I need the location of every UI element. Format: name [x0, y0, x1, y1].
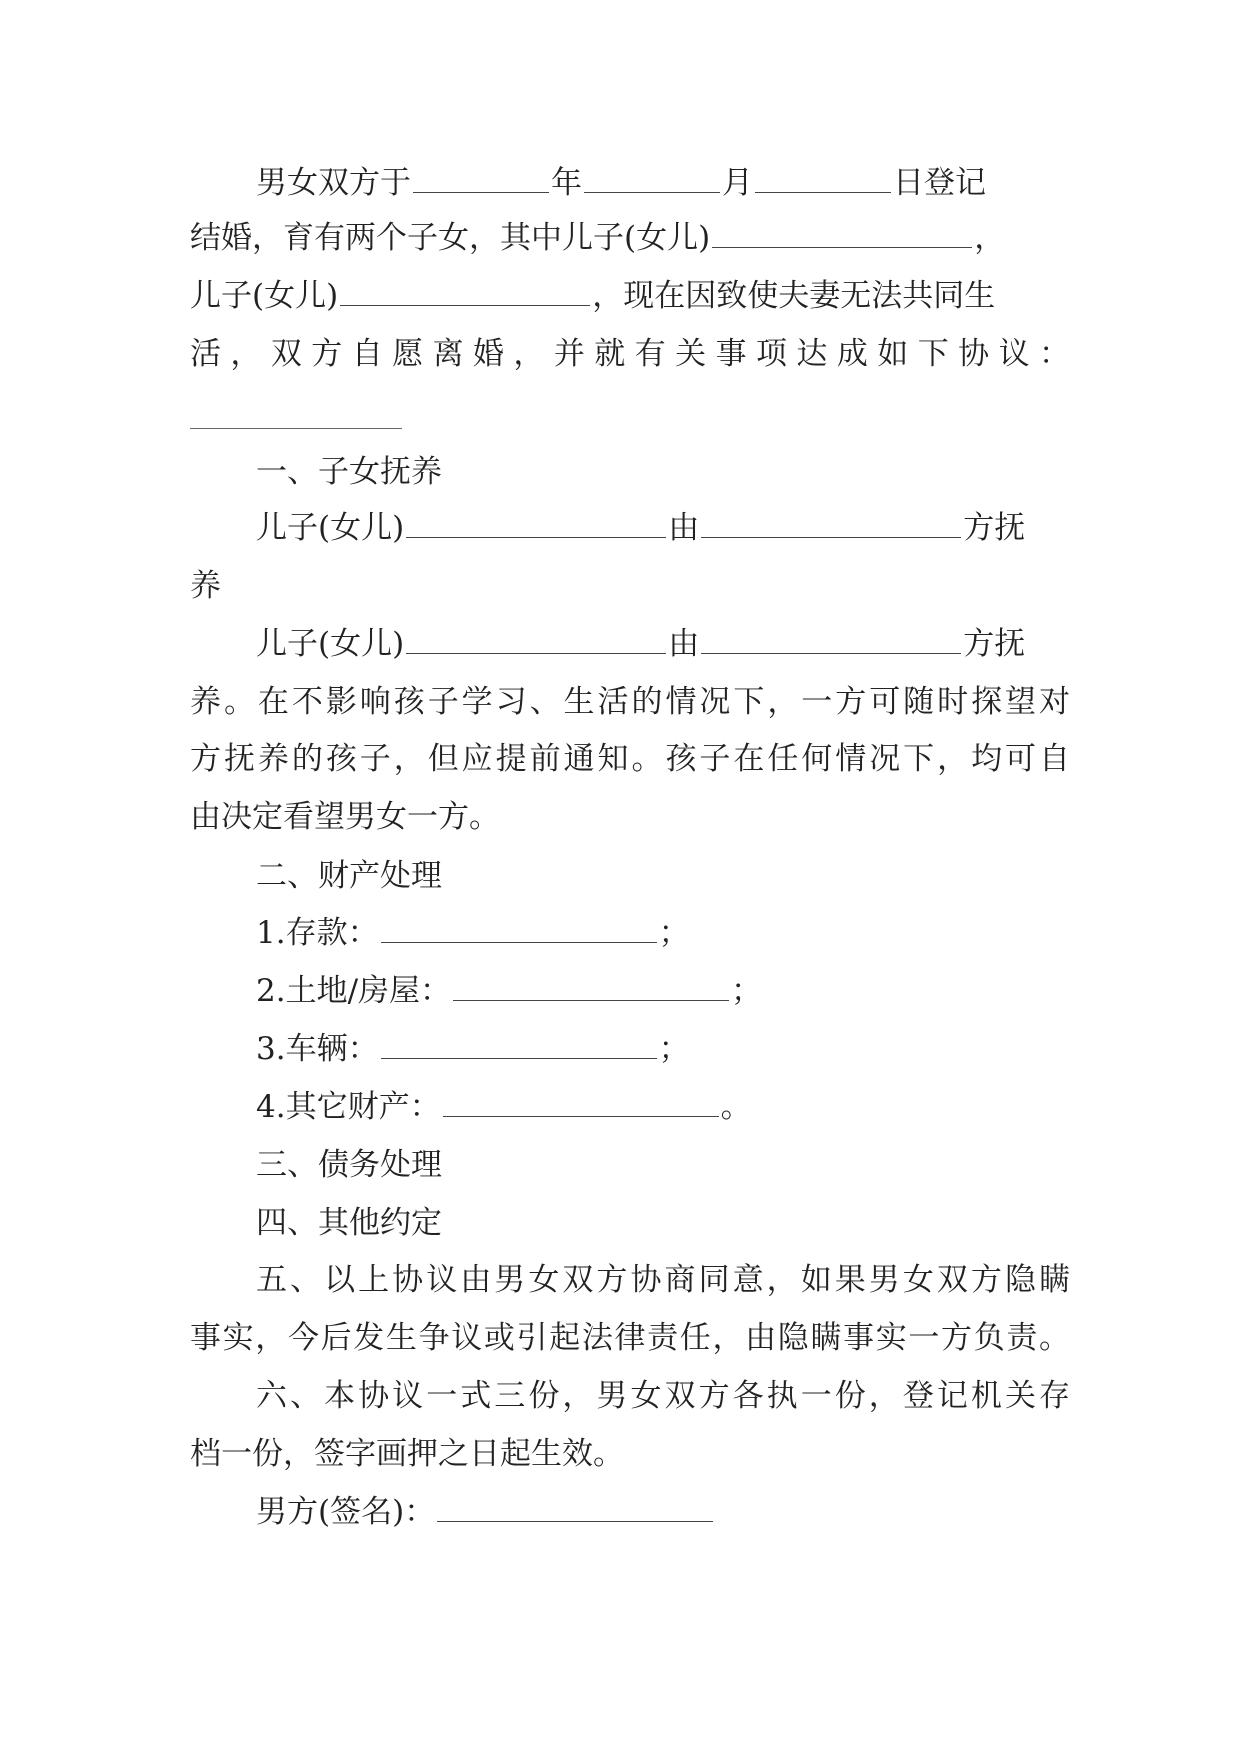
child-2-blank[interactable]	[340, 279, 590, 306]
male-signature-line	[256, 1492, 1070, 1532]
marriage-month-blank[interactable]	[584, 166, 720, 193]
intro-text: 儿子(女儿)	[190, 278, 339, 314]
custody-paragraph-line-2: 方抚养的孩子，但应提前通知。孩子在任何情况下，均可自	[190, 741, 1070, 777]
section-6-line-1: 六、本协议一式三份，男女双方各执一份，登记机关存	[256, 1378, 1070, 1414]
section-4-heading: 四、其他约定	[256, 1205, 442, 1241]
item-punct: 。	[720, 1089, 752, 1125]
property-item-4	[256, 1087, 1070, 1127]
custody-paragraph-line-1: 养。在不影响孩子学习、生活的情况下，一方可随时探望对	[190, 684, 1070, 720]
property-item-3	[256, 1029, 1070, 1069]
intro-text: 男女双方于	[256, 165, 411, 201]
custody-party-1-blank[interactable]	[701, 511, 961, 538]
intro-text: 结婚，育有两个子女，其中儿子(女儿)	[190, 220, 711, 256]
custody-child-1-blank[interactable]	[406, 511, 666, 538]
month-label: 月	[722, 165, 753, 201]
section-5-line-1: 五、以上协议由男女双方协商同意，如果男女双方隐瞒	[256, 1262, 1070, 1298]
section-1-heading: 一、子女抚养	[256, 454, 442, 490]
other-property-label: 4.其它财产：	[256, 1089, 441, 1125]
intro-text: ，	[974, 220, 1006, 256]
male-signature-blank[interactable]	[437, 1495, 713, 1522]
item-punct: ；	[658, 1031, 690, 1067]
intro-line-1	[256, 163, 1070, 203]
intro-line-4: 活，双方自愿离婚，并就有关事项达成如下协议：	[190, 336, 1070, 372]
intro-text: ，现在因致使夫妻无法共同生	[592, 278, 996, 314]
custody-line-1-wrap: 养	[190, 568, 221, 604]
male-signature-label: 男方(签名)：	[256, 1494, 436, 1530]
vehicle-label: 3.车辆：	[256, 1031, 379, 1067]
custody-line-2	[256, 624, 1070, 664]
custody-label: 由	[668, 626, 700, 662]
divider-line	[190, 428, 402, 429]
child-1-blank[interactable]	[712, 221, 972, 248]
day-label: 日登记	[893, 165, 986, 201]
custody-label: 方抚	[963, 510, 1026, 546]
deposit-blank[interactable]	[381, 916, 657, 943]
section-5-line-2: 事实，今后发生争议或引起法律责任，由隐瞒事实一方负责。	[190, 1320, 1070, 1356]
other-property-blank[interactable]	[443, 1090, 719, 1117]
item-punct: ；	[731, 973, 763, 1009]
marriage-day-blank[interactable]	[755, 166, 891, 193]
intro-line-2	[190, 218, 1070, 258]
section-2-heading: 二、财产处理	[256, 858, 442, 894]
deposit-label: 1.存款：	[256, 915, 379, 951]
property-item-1	[256, 913, 1070, 953]
marriage-year-blank[interactable]	[413, 166, 549, 193]
section-6-line-2: 档一份，签字画押之日起生效。	[190, 1436, 624, 1472]
custody-line-1	[256, 508, 1070, 548]
year-label: 年	[551, 165, 582, 201]
vehicle-blank[interactable]	[381, 1032, 657, 1059]
property-item-2	[256, 971, 1070, 1011]
land-house-blank[interactable]	[453, 974, 729, 1001]
custody-party-2-blank[interactable]	[701, 627, 961, 654]
land-house-label: 2.土地/房屋：	[256, 973, 452, 1009]
custody-label: 儿子(女儿)	[256, 510, 405, 546]
intro-line-3	[190, 276, 1070, 316]
section-3-heading: 三、债务处理	[256, 1147, 442, 1183]
custody-child-2-blank[interactable]	[406, 627, 666, 654]
custody-label: 方抚	[963, 626, 1026, 662]
item-punct: ；	[658, 915, 690, 951]
custody-paragraph-line-3: 由决定看望男女一方。	[190, 799, 500, 835]
custody-label: 儿子(女儿)	[256, 626, 405, 662]
custody-label: 由	[668, 510, 700, 546]
